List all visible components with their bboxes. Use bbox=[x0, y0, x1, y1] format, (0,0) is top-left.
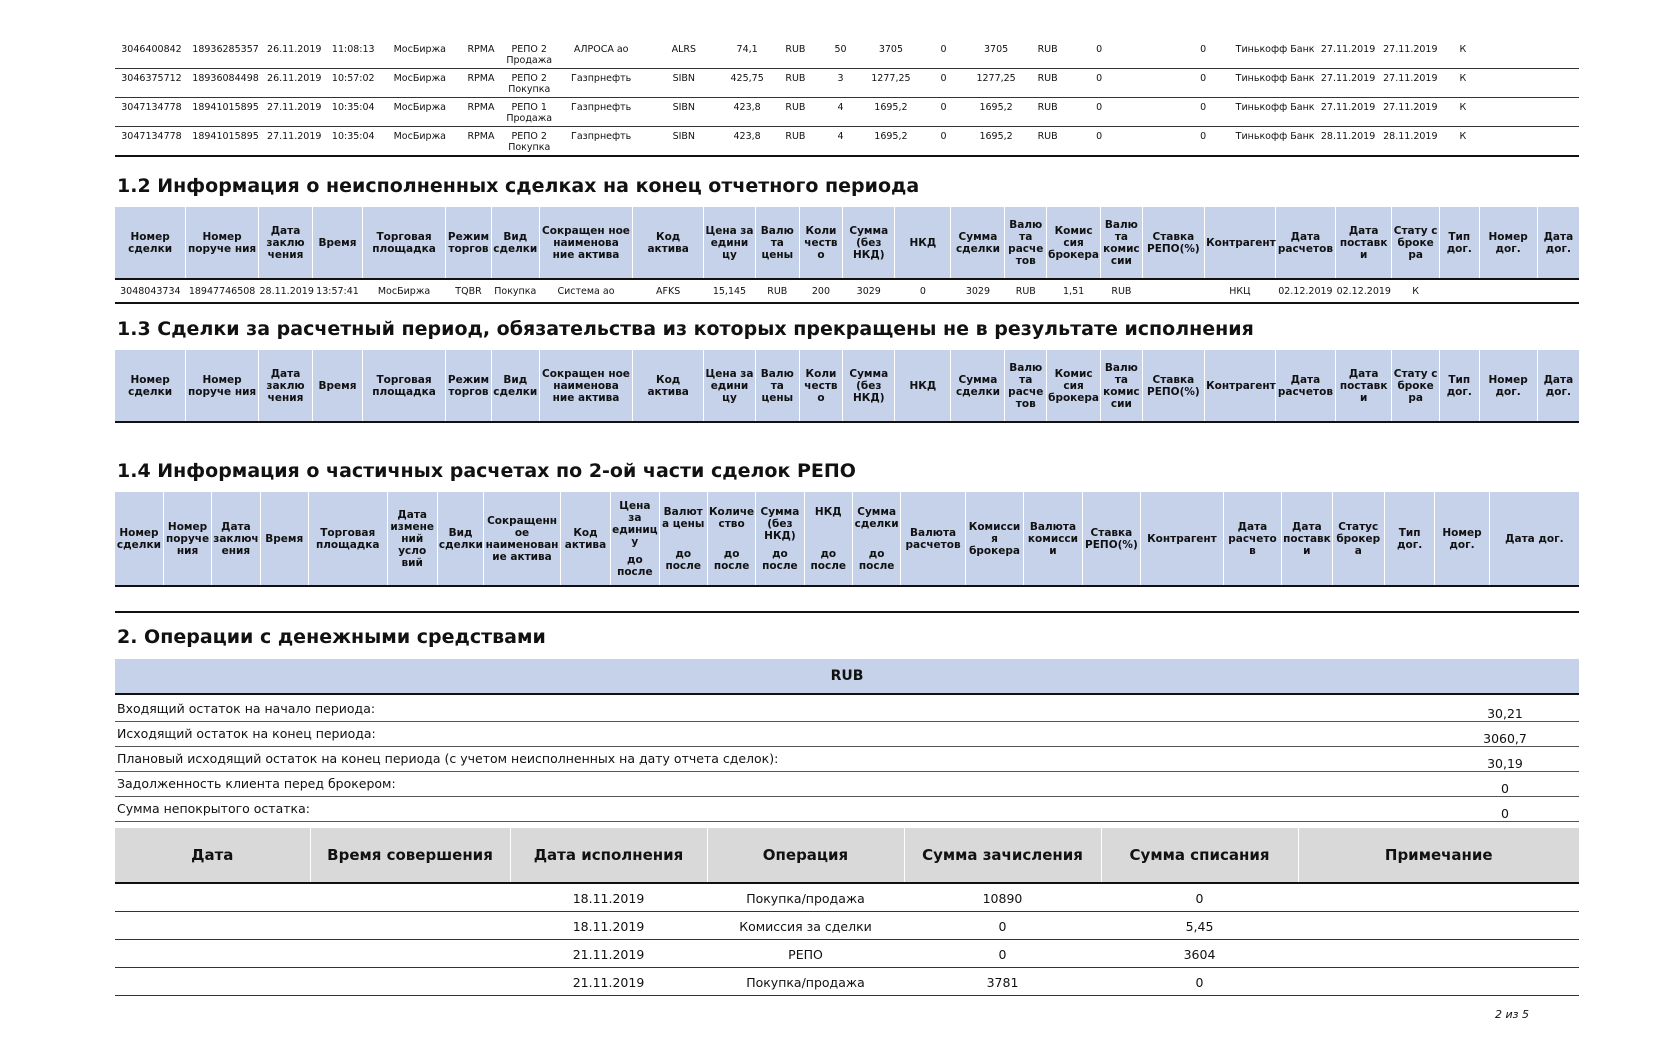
balance-value: 30,21 bbox=[1487, 706, 1523, 721]
table-row: 18.11.2019 Комиссия за сделки 0 5,45 bbox=[115, 912, 1579, 940]
table-row: 18.11.2019 Покупка/продажа 10890 0 bbox=[115, 883, 1579, 912]
top-deals-table bbox=[115, 40, 1579, 157]
balance-row bbox=[115, 697, 1579, 722]
table-row: 21.11.2019 Покупка/продажа 3781 0 bbox=[115, 968, 1579, 996]
balance-value: 3060,7 bbox=[1483, 731, 1527, 746]
balance-value: 30,19 bbox=[1487, 756, 1523, 771]
page-number: 2 из 5 bbox=[1495, 1008, 1529, 1021]
section-1-4-title: 1.4 Информация о частичных расчетах по 2-ой части сделок РЕПО bbox=[117, 460, 856, 482]
table-header-row: Номер сделки Номер поруче ния Дата заклю чения Время Торговая площадка Режим торгов Вид сделки Сокращен ное наименова ние актива Код актива Цена за едини цу Валю та цены Коли честв о Сумма (без НКД) НКД Сумма сделки Валю та расче тов Комис сия брокера Валю та комис сии Ставка РЕПО(%) Контрагент Дата расчетов Дата поставк и Стату с броке ра Тип дог. Номер дог. Дата дог. bbox=[115, 350, 1579, 422]
operations-table-wrap bbox=[115, 828, 1579, 996]
top-deals-table-wrap bbox=[115, 40, 1579, 157]
section-1-3-table-wrap bbox=[115, 350, 1579, 423]
balance-row bbox=[115, 797, 1579, 822]
table-header-row: Дата Время совершения Дата исполнения Операция Сумма зачисления Сумма списания Примечание bbox=[115, 828, 1579, 883]
section-1-4-empty-row bbox=[115, 587, 1579, 613]
table-header-row: Номер сделки Номер поруче ния Дата заклю чения Время Торговая площадка Режим торгов Вид сделки Сокращен ное наименова ние актива Код актива Цена за едини цу Валю та цены Коли честв о Сумма (без НКД) НКД Сумма сделки Валю та расче тов Комис сия брокера Валю та комис сии Ставка РЕПО(%) Контрагент Дата расчетов Дата поставк и Стату с броке ра Тип дог. Номер дог. Дата дог. bbox=[115, 207, 1579, 279]
balance-label: Плановый исходящий остаток на конец периода (с учетом неисполненных на дату отчета сделок): bbox=[117, 751, 779, 766]
section-1-4-table-wrap bbox=[115, 492, 1579, 613]
table-row: 21.11.2019 РЕПО 0 3604 bbox=[115, 940, 1579, 968]
balance-row bbox=[115, 722, 1579, 747]
table-row: 3047134778 18941015895 27.11.2019 10:35:04 МосБиржа RPMA РЕПО 2 Покупка Газпрнефть SIBN 423,8 RUB 4 1695,2 0 1695,2 RUB 0 0 Тинькофф Банк 28.11.2019 28.11.2019 К bbox=[115, 127, 1579, 157]
balance-row bbox=[115, 772, 1579, 797]
balance-row bbox=[115, 747, 1579, 772]
table-header-row: Номер сделки Номер поруче ния Дата заключ ения Время Торговая площадка Дата измене ний усло вий Вид сделки Сокращенн ое наименован ие актива Код актива Цена за единиц у до после Валют а цены до после Количе ство до после Сумма (без НКД) до после НКД до после Сумма сделки до после Валюта расчетов Комисси я брокера Валюта комисси и Ставка РЕПО(%) Контрагент Дата расчето в Дата поставк и Статус брокер а Тип дог. Номер дог. Дата дог. bbox=[115, 492, 1579, 586]
balance-label: Сумма непокрытого остатка: bbox=[117, 801, 310, 816]
section-1-3-title: 1.3 Сделки за расчетный период, обязательства из которых прекращены не в результате исполнения bbox=[117, 318, 1254, 340]
table-row: 3047134778 18941015895 27.11.2019 10:35:04 МосБиржа RPMA РЕПО 1 Продажа Газпрнефть SIBN 423,8 RUB 4 1695,2 0 1695,2 RUB 0 0 Тинькофф Банк 27.11.2019 27.11.2019 К bbox=[115, 98, 1579, 127]
section-1-2-table bbox=[115, 207, 1579, 280]
balance-value: 0 bbox=[1501, 806, 1509, 821]
section-1-2-body bbox=[115, 280, 1579, 304]
currency-header: RUB bbox=[115, 659, 1579, 695]
operations-table bbox=[115, 828, 1579, 996]
balance-label: Исходящий остаток на конец периода: bbox=[117, 726, 376, 741]
balance-label: Входящий остаток на начало периода: bbox=[117, 701, 376, 716]
balance-label: Задолженность клиента перед брокером: bbox=[117, 776, 396, 791]
table-row: 3046400842 18936285357 26.11.2019 11:08:13 МосБиржа RPMA РЕПО 2 Продажа АЛРОСА ао ALRS 74,1 RUB 50 3705 0 3705 RUB 0 0 Тинькофф Банк 27.11.2019 27.11.2019 К bbox=[115, 40, 1579, 69]
section-1-3-table bbox=[115, 350, 1579, 423]
section-1-2-table-wrap bbox=[115, 207, 1579, 304]
section-1-2-title: 1.2 Информация о неисполненных сделках на конец отчетного периода bbox=[117, 175, 920, 197]
table-row: 3048043734 18947746508 28.11.2019 13:57:41 МосБиржа TQBR Покупка Система ао AFKS 15,145 RUB 200 3029 0 3029 RUB 1,51 RUB НКЦ 02.12.2019 02.12.2019 К bbox=[115, 280, 1579, 303]
table-row: 3046375712 18936084498 26.11.2019 10:57:02 МосБиржа RPMA РЕПО 2 Покупка Газпрнефть SIBN 425,75 RUB 3 1277,25 0 1277,25 RUB 0 0 Тинькофф Банк 27.11.2019 27.11.2019 К bbox=[115, 69, 1579, 98]
balance-value: 0 bbox=[1501, 781, 1509, 796]
section-2-title: 2. Операции с денежными средствами bbox=[117, 626, 546, 648]
section-1-4-table bbox=[115, 492, 1579, 587]
